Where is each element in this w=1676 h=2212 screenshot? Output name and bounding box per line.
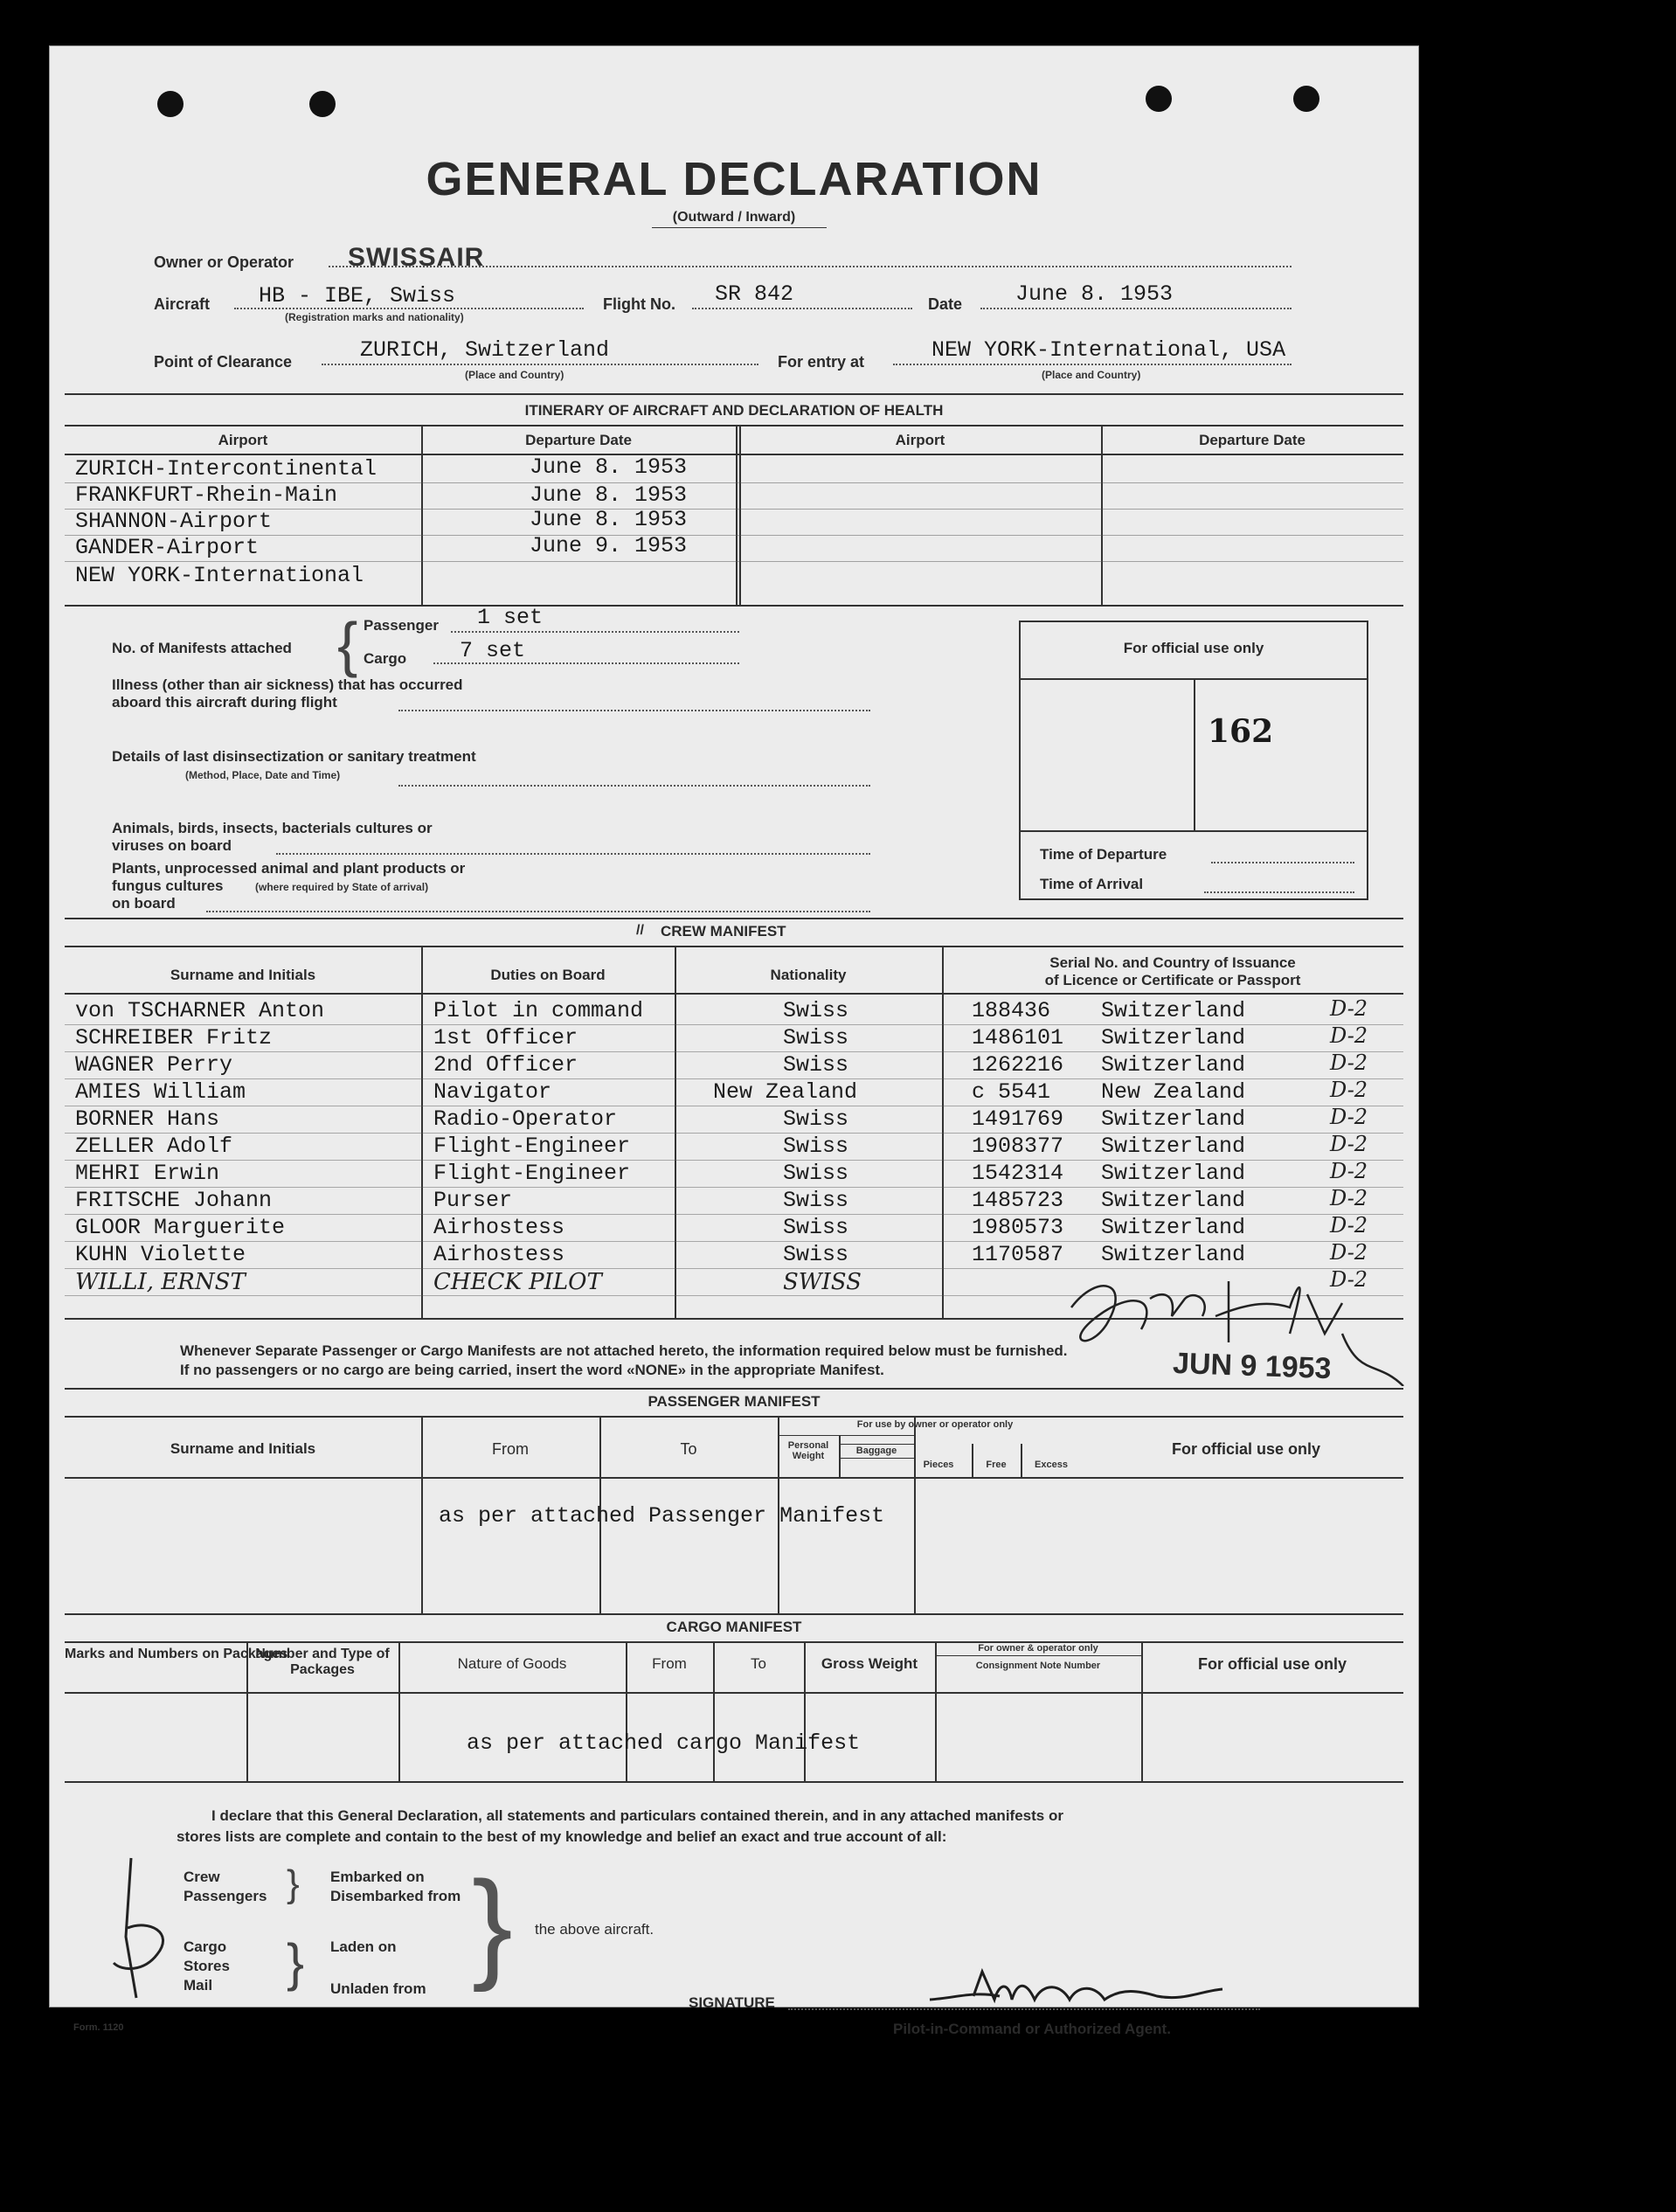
crew-duty: Airhostess — [433, 1242, 565, 1267]
crew-approval-mark: D-2 — [1330, 1023, 1368, 1048]
pax-header-free: Free — [986, 1460, 1007, 1470]
passenger-header-rule — [65, 1416, 1403, 1418]
cargo-col-divider — [935, 1641, 937, 1781]
pax-header-pieces: Pieces — [923, 1460, 954, 1470]
page-title: GENERAL DECLARATION — [426, 153, 1042, 205]
decl-brace: } — [287, 1933, 305, 1992]
pax-header-official: For official use only — [1171, 1440, 1321, 1458]
crew-nationality: Swiss — [783, 998, 849, 1023]
official-box-rule — [1019, 830, 1368, 832]
decl-mail: Mail — [184, 1977, 213, 1994]
plants-label-3: on board — [112, 895, 176, 912]
notice-line-1: Whenever Separate Passenger or Cargo Manifests are not attached hereto, the information required below must be furnished. — [180, 1342, 1068, 1359]
crew-name: AMIES William — [75, 1079, 246, 1105]
punch-hole — [1146, 86, 1172, 112]
crew-duty: Pilot in command — [433, 998, 644, 1023]
pax-col-divider — [914, 1416, 916, 1613]
decl-laden: Laden on — [330, 1938, 397, 1955]
itinerary-top-rule — [65, 393, 1403, 395]
crew-duty: Purser — [433, 1188, 513, 1213]
clearance-value: ZURICH, Switzerland — [360, 337, 610, 363]
passenger-line — [451, 631, 739, 633]
plants-note: (where required by State of arrival) — [255, 881, 429, 893]
pax-header-owner: For use by owner or operator only — [856, 1419, 1014, 1430]
signature-caption: Pilot-in-Command or Authorized Agent. — [893, 2021, 1171, 2037]
subtitle-underline — [652, 227, 827, 228]
itinerary-col-divider — [736, 425, 738, 605]
official-box-divider — [1194, 678, 1195, 830]
initial-mark — [96, 1849, 201, 2007]
declaration-form — [49, 45, 1419, 2037]
crew-serial: 1170587 — [972, 1242, 1064, 1267]
flight-value: SR 842 — [715, 281, 794, 307]
cargo-manifest-title: CARGO MANIFEST — [666, 1619, 802, 1635]
itinerary-header-date: Departure Date — [525, 432, 632, 448]
decl-disembarked: Disembarked from — [330, 1888, 461, 1904]
cargo-manifest-label: Cargo — [364, 650, 407, 667]
declaration-line-1: I declare that this General Declaration, all statements and particulars contained therein, and in any attached manifests or — [211, 1807, 1063, 1824]
cargo-header-consign: Consignment Note Number — [975, 1661, 1101, 1671]
date-label: Date — [928, 295, 963, 313]
cargo-sub-rule — [935, 1655, 1141, 1656]
crew-name: MEHRI Erwin — [75, 1161, 220, 1186]
decl-passengers: Passengers — [184, 1888, 267, 1904]
crew-duty: Flight-Engineer — [433, 1134, 631, 1159]
entry-label: For entry at — [778, 353, 865, 371]
crew-serial: 1542314 — [972, 1161, 1064, 1186]
clearance-note: (Place and Country) — [465, 369, 564, 381]
crew-country: Switzerland — [1101, 1134, 1246, 1159]
crew-duty: 2nd Officer — [433, 1052, 578, 1078]
crew-nationality: Swiss — [783, 1215, 849, 1240]
cargo-header-weight: Gross Weight — [821, 1655, 918, 1672]
itinerary-subheader-rule — [65, 454, 1403, 455]
cargo-header-from: From — [652, 1655, 687, 1672]
crew-duty: Radio-Operator — [433, 1106, 618, 1132]
itinerary-bottom-rule — [65, 605, 1403, 607]
decl-cargo: Cargo — [184, 1938, 227, 1955]
crew-col-divider — [421, 946, 423, 1318]
crew-header-serial-2: of Licence or Certificate or Passport — [1044, 972, 1301, 988]
crew-duty: CHECK PILOT — [433, 1269, 602, 1295]
crew-title: CREW MANIFEST — [661, 923, 786, 940]
cargo-line — [433, 662, 739, 664]
passenger-bottom-rule — [65, 1613, 1403, 1615]
pax-header-baggage: Baggage — [855, 1446, 897, 1456]
itinerary-header-airport-2: Airport — [895, 432, 945, 448]
form-number: Form. 1120 — [73, 2022, 124, 2033]
crew-approval-mark: D-2 — [1330, 1051, 1368, 1075]
crew-col-divider — [942, 946, 944, 1318]
notice-line-2: If no passengers or no cargo are being carried, insert the word «NONE» in the appropriate Manifest. — [180, 1362, 884, 1378]
decl-above: the above aircraft. — [535, 1921, 654, 1938]
cargo-header-rule — [65, 1641, 1403, 1643]
crew-name: FRITSCHE Johann — [75, 1188, 273, 1213]
crew-serial: 1980573 — [972, 1215, 1064, 1240]
crew-approval-mark: D-2 — [1330, 1213, 1368, 1238]
flight-line — [692, 308, 912, 309]
crew-name: ZELLER Adolf — [75, 1134, 233, 1159]
illness-label: Illness (other than air sickness) that has occurred — [112, 676, 463, 693]
cargo-header-to: To — [751, 1655, 766, 1672]
official-use-title: For official use only — [1123, 640, 1264, 656]
crew-header-name: Surname and Initials — [170, 967, 316, 983]
departure-time-label: Time of Departure — [1040, 846, 1167, 863]
itinerary-col-divider — [1101, 425, 1103, 605]
disinsect-note: (Method, Place, Date and Time) — [185, 769, 341, 781]
crew-country: Switzerland — [1101, 1188, 1246, 1213]
crew-col-divider — [675, 946, 676, 1318]
decl-embarked: Embarked on — [330, 1869, 425, 1885]
cargo-manifest-count: 7 set — [460, 638, 526, 663]
date-line — [980, 308, 1292, 309]
aircraft-label: Aircraft — [154, 295, 211, 313]
crew-nationality: Swiss — [783, 1106, 849, 1132]
owner-label: Owner or Operator — [154, 253, 294, 271]
passenger-top-rule — [65, 1388, 1403, 1390]
crew-nationality: SWISS — [783, 1269, 862, 1295]
clearance-line — [322, 364, 758, 365]
punch-hole — [157, 91, 184, 117]
crew-name: SCHREIBER Fritz — [75, 1025, 273, 1051]
animals-label: Animals, birds, insects, bacterials cultures or — [112, 820, 433, 836]
itinerary-date: June 9. 1953 — [530, 533, 688, 558]
cargo-header-bottom-rule — [65, 1692, 1403, 1694]
decl-stores: Stores — [184, 1958, 230, 1974]
flight-label: Flight No. — [603, 295, 675, 313]
crew-serial: c 5541 — [972, 1079, 1051, 1105]
crew-country: New Zealand — [1101, 1079, 1246, 1105]
crew-name: KUHN Violette — [75, 1242, 246, 1267]
entry-note: (Place and Country) — [1042, 369, 1141, 381]
itinerary-airport: ZURICH-Intercontinental — [75, 456, 377, 482]
pax-header-weight: Personal Weight — [787, 1440, 829, 1461]
crew-nationality: Swiss — [783, 1052, 849, 1078]
itinerary-title: ITINERARY OF AIRCRAFT AND DECLARATION OF HEALTH — [524, 402, 944, 419]
crew-serial: 1485723 — [972, 1188, 1064, 1213]
crew-name: von TSCHARNER Anton — [75, 998, 325, 1023]
crew-top-rule — [65, 918, 1403, 919]
manifests-label: No. of Manifests attached — [112, 640, 292, 656]
row-rule — [65, 535, 1403, 536]
crew-duty: Flight-Engineer — [433, 1161, 631, 1186]
cargo-header-owner: For owner & operator only — [978, 1643, 1098, 1654]
cargo-header-marks: Marks and Numbers on Packages — [65, 1647, 288, 1661]
plants-label: Plants, unprocessed animal and plant products or — [112, 860, 466, 877]
crew-duty: 1st Officer — [433, 1025, 578, 1051]
crew-approval-mark: D-2 — [1330, 1105, 1368, 1129]
itinerary-date: June 8. 1953 — [530, 454, 688, 480]
crew-serial: 188436 — [972, 998, 1051, 1023]
plants-label-2: fungus cultures — [112, 877, 224, 894]
crew-serial: 1262216 — [972, 1052, 1064, 1078]
pax-header-excess: Excess — [1035, 1460, 1068, 1470]
punch-hole — [309, 91, 336, 117]
passenger-manifest-title: PASSENGER MANIFEST — [648, 1393, 821, 1410]
owner-line — [329, 266, 1292, 267]
cargo-entry: as per attached cargo Manifest — [467, 1730, 861, 1756]
pax-sub-rule — [839, 1458, 914, 1459]
itinerary-col-divider — [739, 425, 741, 605]
crew-name: BORNER Hans — [75, 1106, 220, 1132]
itinerary-header-rule — [65, 425, 1403, 426]
itinerary-airport: SHANNON-Airport — [75, 509, 273, 534]
pax-sub-rule — [778, 1435, 914, 1436]
entry-line — [893, 364, 1292, 365]
pax-sub-rule — [839, 1444, 914, 1445]
itinerary-header-date-2: Departure Date — [1199, 432, 1305, 448]
row-rule — [65, 561, 1403, 562]
page-subtitle: (Outward / Inward) — [672, 210, 796, 225]
crew-serial: 1491769 — [972, 1106, 1064, 1132]
itinerary-date: June 8. 1953 — [530, 507, 688, 532]
crew-approval-mark: D-2 — [1330, 1240, 1368, 1265]
declaration-line-2: stores lists are complete and contain to the best of my knowledge and belief an exact and true account of all: — [177, 1828, 947, 1845]
itinerary-airport: NEW YORK-International — [75, 563, 364, 588]
pax-col-divider — [839, 1435, 841, 1477]
crew-name: WILLI, ERNST — [75, 1269, 246, 1295]
crew-header-duty: Duties on Board — [490, 967, 606, 983]
crew-nationality: Swiss — [783, 1025, 849, 1051]
crew-header-nationality: Nationality — [770, 967, 847, 983]
crew-approval-mark: D-2 — [1330, 1078, 1368, 1102]
crew-nationality: Swiss — [783, 1242, 849, 1267]
disinsect-line — [398, 785, 870, 787]
animals-line — [276, 853, 870, 855]
date-value: June 8. 1953 — [1015, 281, 1174, 307]
pax-header-to: To — [680, 1440, 697, 1458]
passenger-manifest-label: Passenger — [364, 617, 439, 634]
date-stamp: JUN 9 1953 — [1167, 1347, 1337, 1387]
disinsect-label: Details of last disinsectization or sanitary treatment — [112, 748, 476, 765]
crew-serial: 1908377 — [972, 1134, 1064, 1159]
illness-line — [398, 710, 870, 711]
departure-time-line — [1211, 862, 1354, 863]
crew-duty: Navigator — [433, 1079, 552, 1105]
pax-header-bottom-rule — [65, 1477, 1403, 1479]
crew-country: Switzerland — [1101, 998, 1246, 1023]
crew-approval-mark: D-2 — [1330, 1267, 1368, 1292]
owner-value: SWISSAIR — [348, 243, 485, 272]
decl-brace: } — [287, 1862, 300, 1905]
crew-country: Switzerland — [1101, 1052, 1246, 1078]
cargo-bottom-rule — [65, 1781, 1403, 1783]
arrival-time-label: Time of Arrival — [1040, 876, 1144, 892]
manifests-brace: { — [337, 610, 358, 678]
crew-nationality: Swiss — [783, 1161, 849, 1186]
crew-header-serial: Serial No. and Country of Issuance — [1049, 954, 1296, 971]
cargo-header-official: For official use only — [1197, 1655, 1347, 1673]
crew-serial: 1486101 — [972, 1025, 1064, 1051]
pilot-signature-scrawl — [921, 1965, 1288, 2026]
pax-header-name: Surname and Initials — [170, 1440, 316, 1457]
crew-header-rule — [65, 946, 1403, 947]
official-signature-scrawl — [1010, 1246, 1499, 1386]
crew-approval-mark: D-2 — [1330, 996, 1368, 1021]
crew-country: Switzerland — [1101, 1161, 1246, 1186]
animals-label-2: viruses on board — [112, 837, 232, 854]
aircraft-note: (Registration marks and nationality) — [285, 311, 464, 323]
decl-crew: Crew — [184, 1869, 220, 1885]
pax-header-from: From — [492, 1440, 529, 1458]
illness-label-2: aboard this aircraft during flight — [112, 694, 337, 711]
itinerary-airport: GANDER-Airport — [75, 535, 260, 560]
crew-mark: // — [636, 923, 644, 938]
itinerary-date: June 8. 1953 — [530, 482, 688, 508]
plants-line — [206, 911, 870, 912]
crew-approval-mark: D-2 — [1330, 1159, 1368, 1183]
aircraft-value: HB - IBE, Swiss — [259, 283, 456, 309]
aircraft-line — [234, 308, 584, 309]
clearance-label: Point of Clearance — [154, 353, 293, 371]
crew-name: GLOOR Marguerite — [75, 1215, 286, 1240]
crew-name: WAGNER Perry — [75, 1052, 233, 1078]
decl-big-brace: } — [472, 1855, 513, 1993]
entry-value: NEW YORK-International, USA — [931, 337, 1286, 363]
crew-country: Switzerland — [1101, 1215, 1246, 1240]
signature-label: SIGNATURE — [689, 1994, 775, 2011]
crew-nationality: New Zealand — [713, 1079, 858, 1105]
decl-unladen: Unladen from — [330, 1980, 426, 1997]
crew-approval-mark: D-2 — [1330, 1132, 1368, 1156]
crew-nationality: Swiss — [783, 1188, 849, 1213]
crew-approval-mark: D-2 — [1330, 1186, 1368, 1210]
arrival-time-line — [1204, 891, 1354, 893]
crew-subheader-rule — [65, 993, 1403, 995]
cargo-header-number: Number and Type of Packages — [255, 1647, 390, 1677]
crew-country: Switzerland — [1101, 1106, 1246, 1132]
cargo-header-nature: Nature of Goods — [457, 1655, 567, 1672]
itinerary-header-airport: Airport — [218, 432, 268, 448]
crew-duty: Airhostess — [433, 1215, 565, 1240]
itinerary-airport: FRANKFURT-Rhein-Main — [75, 482, 338, 508]
crew-country: Switzerland — [1101, 1025, 1246, 1051]
pax-entry: as per attached Passenger Manifest — [439, 1503, 885, 1529]
passenger-manifest-count: 1 set — [477, 605, 544, 630]
itinerary-col-divider — [421, 425, 423, 605]
official-number: 162 — [1208, 713, 1274, 750]
crew-nationality: Swiss — [783, 1134, 849, 1159]
crew-country: Switzerland — [1101, 1242, 1246, 1267]
punch-hole — [1293, 86, 1319, 112]
